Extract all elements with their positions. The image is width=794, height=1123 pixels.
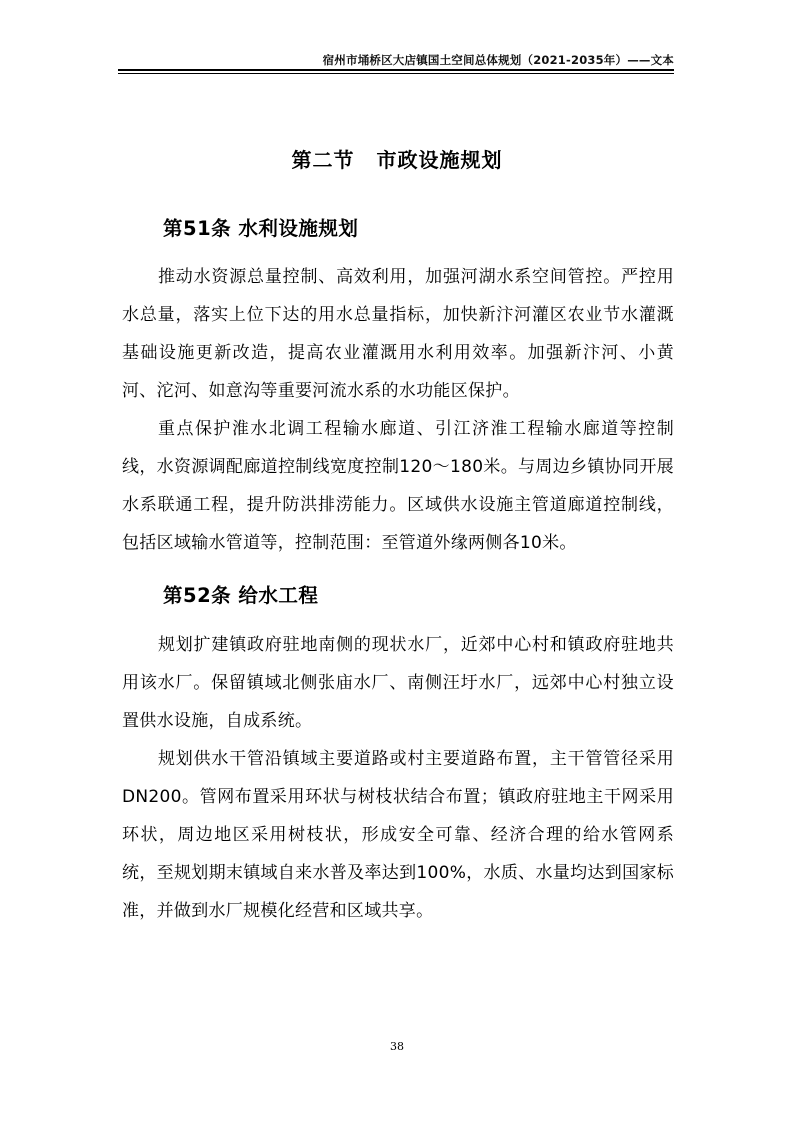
running-header: 宿州市埇桥区大店镇国土空间总体规划（2021-2035年）——文本 [322,53,674,67]
article-51-paragraph-2: 重点保护淮水北调工程输水廊道、引江济淮工程输水廊道等控制线，水资源调配廊道控制线宽度控制120～180米。与周边乡镇协同开展水系联通工程，提升防洪排涝能力。区域供水设施主管道廊道控制线，包括区域输水管道等，控制范围：至管道外缘两侧各10米。 [122,419,674,553]
article-52-paragraph-2: 规划供水干管沿镇域主要道路或村主要道路布置，主干管管径采用DN200。管网布置采用环状与树枝状结合布置；镇政府驻地主干网采用环状，周边地区采用树枝状，形成安全可靠、经济合理的给水管网系统，至规划期末镇域自来水普及率达到100%，水质、水量均达到国家标准，并做到水厂规模化经营和区域共享。 [122,749,674,921]
article-52-title: 第52条 给水工程 [163,584,319,607]
article-51-title: 第51条 水利设施规划 [163,217,359,240]
section-title: 市政设施规划 [376,148,503,172]
section-number: 第二节 [291,148,355,172]
page-number: 38 [390,1040,404,1053]
section-heading [0,144,794,173]
header-rule-thick [118,69,674,71]
article-52-paragraph-1: 规划扩建镇政府驻地南侧的现状水厂，近郊中心村和镇政府驻地共用该水厂。保留镇域北侧张庙水厂、南侧汪圩水厂，远郊中心村独立设置供水设施，自成系统。 [122,635,674,731]
header-rule-thin [118,73,674,74]
article-51-paragraph-1: 推动水资源总量控制、高效利用，加强河湖水系空间管控。严控用水总量，落实上位下达的用水总量指标，加快新汴河灌区农业节水灌溉基础设施更新改造，提高农业灌溉用水利用效率。加强新汴河、小黄河、沱河、如意沟等重要河流水系的水功能区保护。 [122,267,674,401]
